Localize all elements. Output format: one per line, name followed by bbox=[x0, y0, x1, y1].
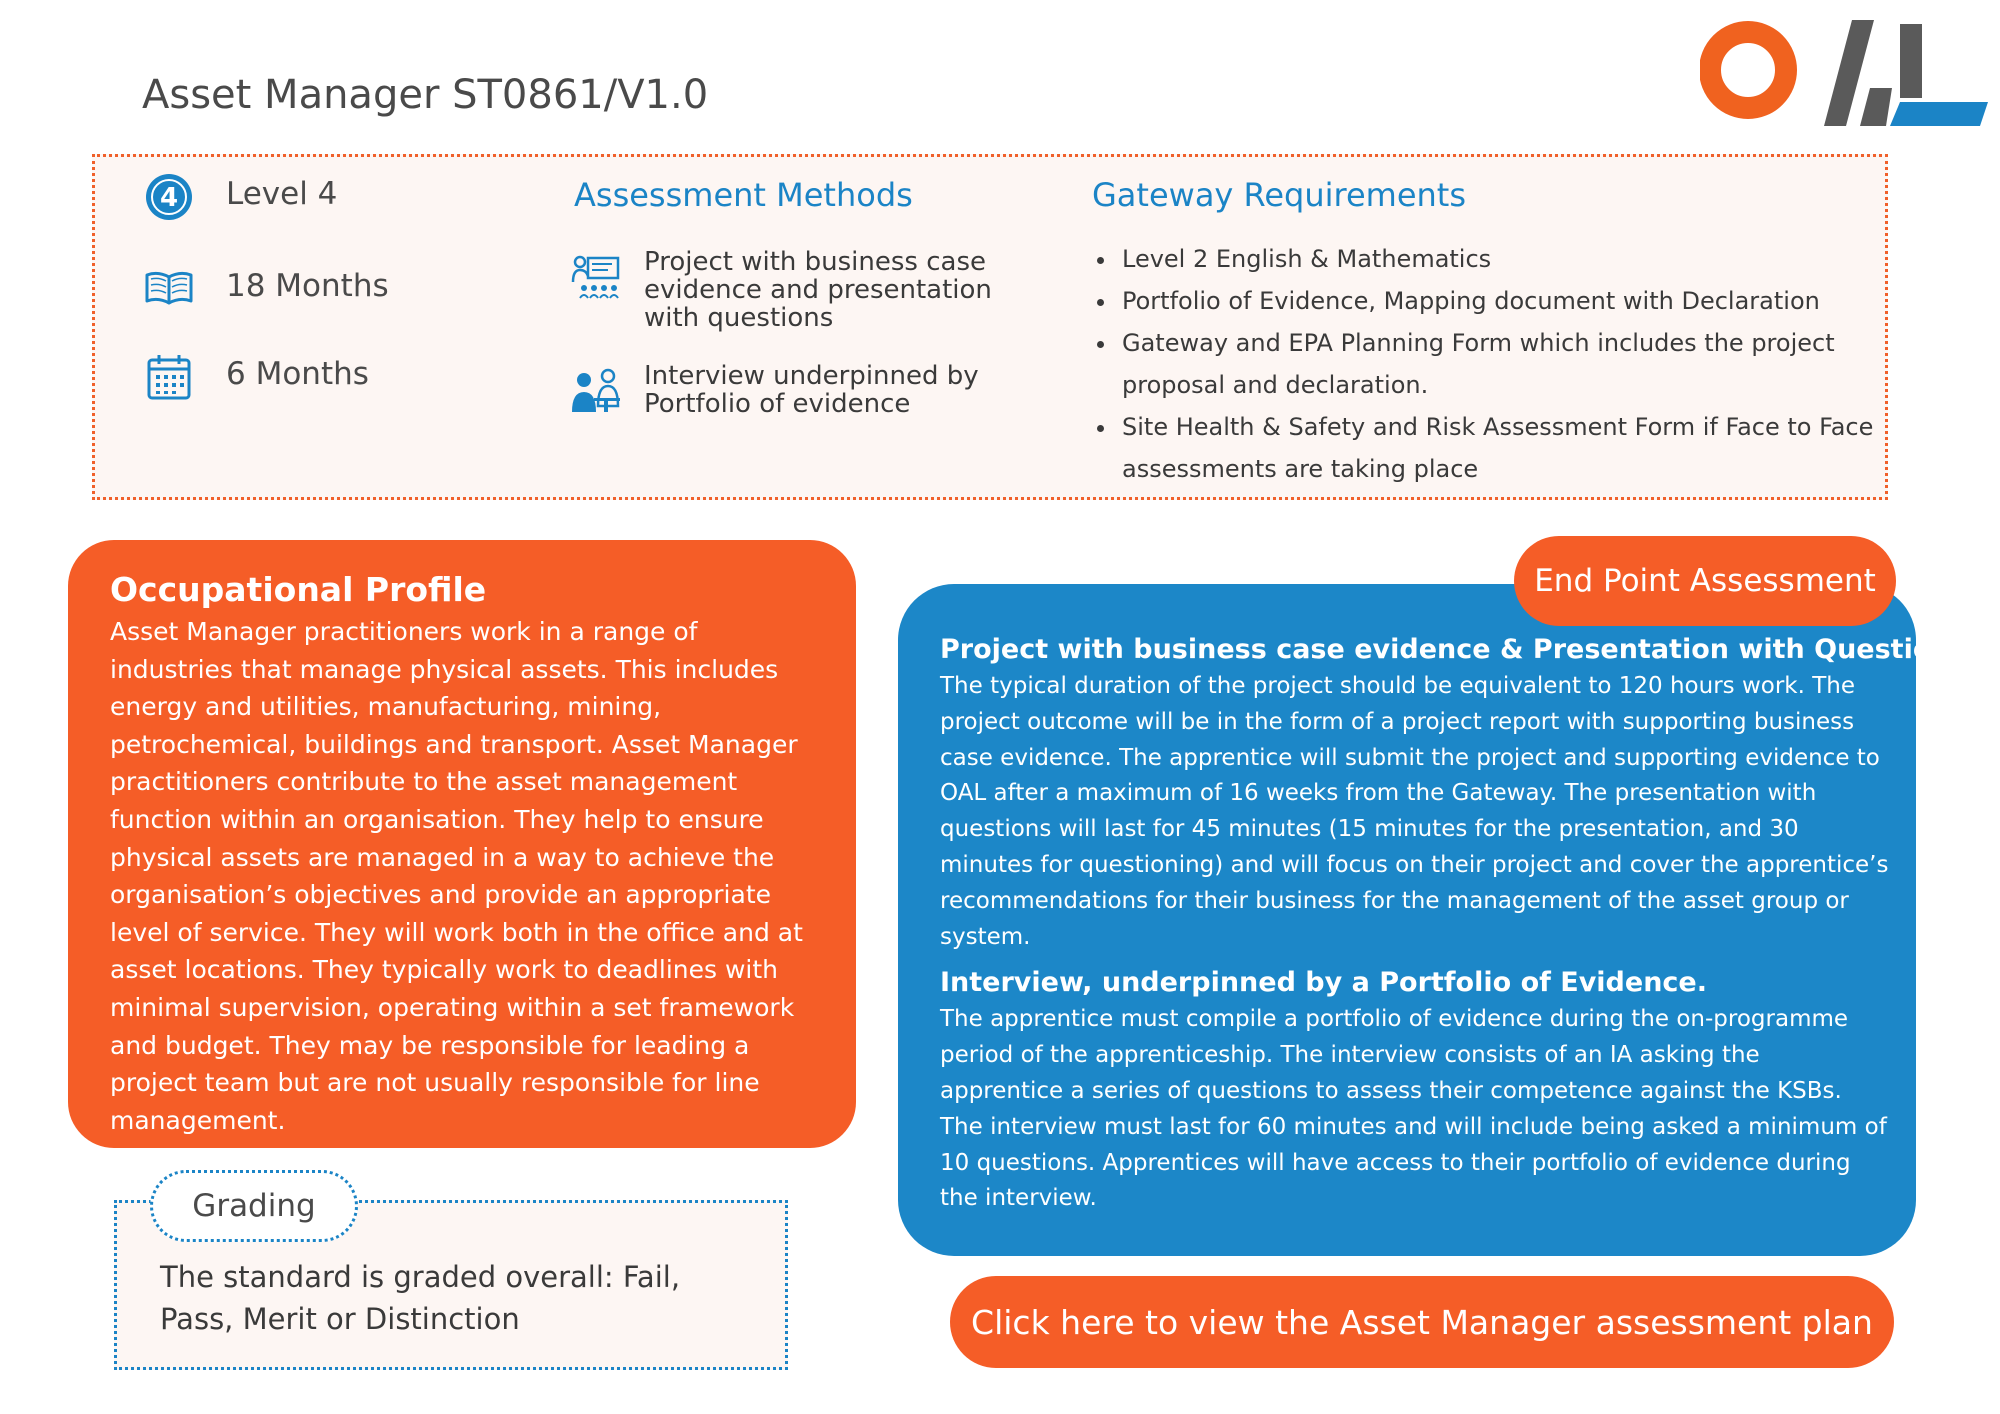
oal-logo bbox=[1700, 14, 1988, 130]
end-point-assessment-card bbox=[898, 584, 1977, 1256]
level-row bbox=[142, 170, 338, 224]
page-title: Asset Manager ST0861/V1.0 bbox=[142, 72, 709, 118]
gateway-item: • Gateway and EPA Planning Form which includes the project proposal and declaration. bbox=[1118, 322, 1878, 406]
assessment-method-interview bbox=[570, 362, 1000, 426]
end-point-assessment-label: End Point Assessment bbox=[1514, 536, 1896, 626]
epa-interview-body: The apprentice must compile a portfolio of evidence during the on-programme period of the apprenticeship. The interview consists of an IA asking the apprentice a series of questions to assess their competence against the KSBs. The interview must last for 60 minutes and will include being asked a minimum of 10 questions. Apprentices will have access to their portfolio of evidence during the interview. bbox=[940, 1006, 1887, 1212]
duration-row bbox=[142, 260, 389, 314]
epa-project-heading: Project with business case evidence & Presentation with Questions. bbox=[940, 634, 1977, 665]
epa-project-body: The typical duration of the project should be equivalent to 120 hours work. The project outcome will be in the form of a project report with supporting business case evidence. The apprentice will submit the project and supporting evidence to OAL after a maximum of 16 weeks from the Gateway. The presentation with questions will last for 45 minutes (15 minutes for the presentation, and 30 minutes for questioning) and will focus on their project and cover the apprentice’s recommendations for their business for the management of the asset group or system. bbox=[940, 673, 1889, 950]
assessment-plan-button[interactable]: Click here to view the Asset Manager assessment plan bbox=[950, 1276, 1894, 1368]
assessment-methods-heading: Assessment Methods bbox=[574, 176, 913, 214]
level-4-badge-icon bbox=[142, 170, 196, 224]
occupational-profile-title: Occupational Profile bbox=[110, 570, 487, 609]
assessment-method-project-label: Project with business case evidence and presentation with questions bbox=[644, 247, 992, 333]
svg-text:4: 4 bbox=[159, 183, 179, 213]
gateway-item: • Portfolio of Evidence, Mapping document with Declaration bbox=[1118, 280, 1878, 322]
calendar-icon bbox=[142, 350, 196, 404]
duration-label: 18 Months bbox=[226, 268, 389, 304]
level-label: Level 4 bbox=[226, 176, 338, 212]
interview-icon bbox=[570, 366, 624, 420]
assessment-method-project bbox=[570, 248, 1000, 338]
occupational-profile-body: Asset Manager practitioners work in a range of industries that manage physical assets. This includes energy and utilities, manufacturing, mining, petrochemical, buildings and transport. Asset Manager practitioners contribute to the asset management function within an organisation. They help to ensure physical assets are managed in a way to achieve the organisation’s objectives and provide an appropriate level of service. They will work both in the office and at asset locations. They typically work to deadlines with minimal supervision, operating within a set framework and budget. They may be responsible for leading a project team but are not usually responsible for line management. bbox=[110, 617, 803, 1135]
occupational-profile-card bbox=[68, 540, 856, 1148]
assessment-method-interview-label: Interview underpinned by Portfolio of evidence bbox=[644, 361, 979, 419]
open-book-icon bbox=[142, 260, 196, 314]
gateway-list bbox=[1092, 238, 1878, 490]
epa-period-label: 6 Months bbox=[226, 356, 369, 392]
epa-period-row bbox=[142, 350, 369, 404]
gateway-item: • Site Health & Safety and Risk Assessment Form if Face to Face assessments are taking place bbox=[1118, 406, 1878, 490]
epa-interview-heading: Interview, underpinned by a Portfolio of Evidence. bbox=[940, 967, 1707, 999]
gateway-item: • Level 2 English & Mathematics bbox=[1118, 238, 1878, 280]
grading-label: Grading bbox=[150, 1170, 358, 1242]
gateway-heading: Gateway Requirements bbox=[1092, 176, 1466, 214]
grading-text: The standard is graded overall: Fail, Pass, Merit or Distinction bbox=[160, 1260, 681, 1336]
presentation-icon bbox=[570, 252, 624, 306]
